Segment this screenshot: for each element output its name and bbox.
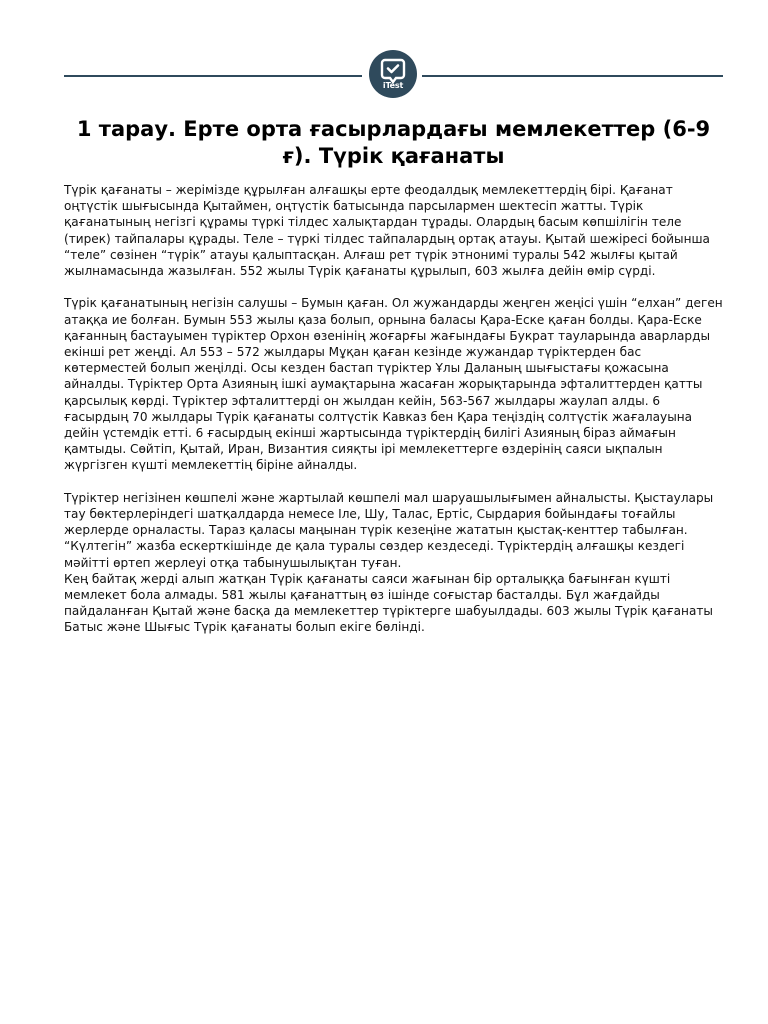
logo-text: iTest <box>382 81 404 90</box>
check-badge-icon <box>369 50 417 98</box>
itest-logo <box>369 50 417 98</box>
paragraph: Түріктер негізінен көшпелі және жартылай көшпелі мал шаруашылығымен айналысты. Қыстаулары тау бөктерлеріндегі шатқалдарда немесе Іле, Шу, Талас, Ертіс, Сырдария бойындағы тоғайлы жерлерде орналасты. Тараз қаласы маңынан түрік кезеңіне жататын қыстақ-кенттер табылған. “Күлтегін” жазба ескерткішінде де қала туралы сөздер кездеседі. Түріктердің алғашқы кездегі мәйітті өртеп жерлеуі отқа табынушылықтан туған. <box>64 490 714 570</box>
page-title: 1 тарау. Ерте орта ғасырлардағы мемлекеттер (6-9 ғ). Түрік қағанаты <box>76 117 711 168</box>
document-body <box>64 182 726 652</box>
page-header <box>64 50 723 100</box>
header-divider-left <box>64 75 362 77</box>
paragraph: Кең байтақ жерді алып жатқан Түрік қағанаты саяси жағынан бір орталыққа бағынған күшті мемлекет бола алмады. 581 жылы қағанаттың өз ішінде соғыстар басталды. Бұл жағдайды пайдаланған Қытай және басқа да мемлекеттер түріктерге шабуылдады. 603 жылы Түрік қағанаты Батыс және Шығыс Түрік қағанаты болып екіге бөлінді. <box>64 571 713 635</box>
paragraph: Түрік қағанаты – жерімізде құрылған алғашқы ерте феодалдық мемлекеттердің бірі. Қағанат оңтүстік шығысында Қытаймен, оңтүстік батысында парсылармен шектесіп жатты. Түрік қағанатының негізгі құрамы түркі тілдес халықтардан тұрады. Олардың басым көпшілігін теле (тирек) тайпалары құрады. Теле – түркі тілдес тайпалардың ортақ атауы. Қытай шежіресі бойынша “теле” сөзінен “түрік” атауы қалыптасқан. Алғаш рет түрік этнонимі туралы 542 жылғы қытай жылнамасында жазылған. 552 жылы Түрік қағанаты құрылып, 603 жылға дейін өмір сүрді. <box>64 183 710 279</box>
paragraph: Түрік қағанатының негізін салушы – Бумын қаған. Ол жужандарды жеңген жеңісі үшін “елхан” деген атаққа ие болған. Бумын 553 жылы қаза болып, орнына баласы Қара-Еске қаған болды. Қара-Еске қағанның бастауымен түріктер Орхон өзенінің жоғарғы жағындағы Букрат тауларында аварларды екінші рет жеңді. Ал 553 – 572 жылдары Мұқан қаған кезінде жужандар түріктерден бас көтерместей болып жеңілді. Осы кезден бастап түріктер Ұлы Даланың шығыстағы қожасына айналды. Түріктер Орта Азияның ішкі аумақтарына жасаған жорықтарында эфталиттерден қатты қарсылық көрді. Түріктер эфталиттерді он жылдан кейін, 563-567 жылдары жаулап алды. 6 ғасырдың 70 жылдары Түрік қағанаты солтүстік Кавказ бен Қара теңіздің солтүстік жағалауына дейін үстемдік етті. 6 ғасырдың екінші жартысында түріктердің билігі Азияның біраз аймағын қамтыды. Сөйтіп, Қытай, Иран, Византия сияқты ірі мемлекеттерге өздерінің саяси ықпалын жүргізген күшті мемлекеттің біріне айналды. <box>64 296 723 473</box>
header-divider-right <box>422 75 723 77</box>
